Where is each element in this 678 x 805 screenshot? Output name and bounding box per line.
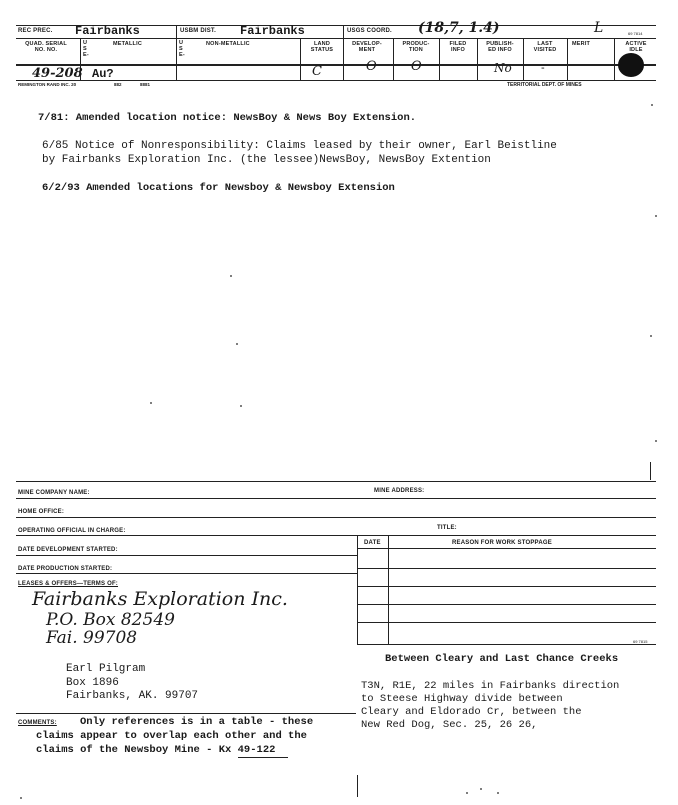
home-office-label: HOME OFFICE:	[18, 509, 65, 515]
col-quad-serial: QUAD. SERIAL NO. NO.	[25, 41, 67, 53]
lessor-city: Fairbanks, AK. 99707	[66, 690, 199, 702]
col-use-nonmetallic: U S E-	[179, 40, 185, 58]
col-active-idle: ACTIVE IDLE	[625, 41, 647, 53]
handwritten-box: P.O. Box 82549	[46, 610, 175, 630]
location-title: Between Cleary and Last Chance Creeks	[385, 653, 619, 665]
lessor-name: Earl Pilgram	[66, 663, 146, 675]
printer-line: REMINGTON RAND INC. 20	[18, 82, 77, 87]
form-number: 69 7814	[628, 31, 643, 36]
comments-label: COMMENTS:	[18, 720, 57, 726]
handwritten-company: Fairbanks Exploration Inc.	[32, 588, 288, 610]
printer-code-2: 8881	[140, 82, 151, 87]
leases-label: LEASES & OFFERS—TERMS OF:	[18, 581, 119, 587]
operating-official-label: OPERATING OFFICIAL IN CHARGE:	[18, 528, 126, 534]
comments-line-2: claims appear to overlap each other and the	[36, 730, 307, 742]
mine-address-label: MINE ADDRESS:	[374, 488, 425, 494]
col-published-info: PUBLISH- ED INFO	[486, 41, 514, 53]
note-4: 6/2/93 Amended locations for Newsboy & Newsboy Extension	[42, 182, 395, 194]
note-1: 7/81: Amended location notice: NewsBoy & News Boy Extension.	[38, 112, 417, 124]
col-nonmetallic: NON-METALLIC	[206, 41, 250, 47]
mine-company-name-label: MINE COMPANY NAME:	[18, 490, 90, 496]
col-land-status: LAND STATUS	[310, 41, 334, 53]
comments-line-3: claims of the Newsboy Mine - Kx 49-122	[36, 744, 276, 756]
land-status-value: C	[312, 64, 322, 79]
published-info-value: No	[494, 61, 512, 75]
date-production-label: DATE PRODUCTION STARTED:	[18, 566, 113, 572]
usgs-coord-label: USGS COORD.	[347, 28, 392, 34]
usgs-coord-value: (18,7, 1.4)	[418, 20, 500, 36]
rec-prec-value: Fairbanks	[75, 24, 140, 38]
location-line-1: T3N, R1E, 22 miles in Fairbanks direction	[361, 680, 620, 692]
col-development: DEVELOP- MENT	[352, 41, 382, 53]
col-production: PRODUC- TION	[402, 41, 430, 53]
production-value: O	[411, 59, 422, 74]
note-3: by Fairbanks Exploration Inc. (the lessee)NewsBoy, NewsBoy Extention	[42, 154, 491, 166]
form-number-2: 69 7815	[633, 639, 648, 644]
note-2: 6/85 Notice of Nonresponsibility: Claims leased by their owner, Earl Beistline	[42, 140, 557, 152]
reason-column: REASON FOR WORK STOPPAGE	[452, 540, 552, 546]
col-merit: MERIT	[572, 41, 591, 47]
dept-line: TERRITORIAL DEPT. OF MINES	[507, 82, 582, 88]
serial-number: 49-208	[32, 66, 83, 81]
last-visited-value: -	[541, 62, 545, 74]
col-metallic: METALLIC	[113, 41, 142, 47]
location-line-2: to Steese Highway divide between	[361, 693, 563, 705]
date-development-label: DATE DEVELOPMENT STARTED:	[18, 547, 118, 553]
top-right-mark: L	[594, 20, 604, 36]
usbm-dist-label: USBM DIST.	[180, 28, 217, 34]
printer-code: 882	[114, 82, 122, 87]
col-use-metallic: U S E-	[83, 40, 89, 58]
handwritten-city: Fai. 99708	[46, 628, 138, 648]
metallic-value: Au?	[92, 67, 114, 81]
development-value: O	[366, 59, 377, 74]
location-line-3: Cleary and Eldorado Cr, between the	[361, 706, 582, 718]
location-line-4: New Red Dog, Sec. 25, 26 26,	[361, 719, 538, 731]
rec-prec-label: REC PREC.	[18, 28, 53, 34]
col-last-visited: LAST VISITED	[533, 41, 557, 53]
usbm-dist-value: Fairbanks	[240, 24, 305, 38]
comments-line-1: Only references is in a table - these	[80, 716, 314, 728]
date-column: DATE	[364, 540, 381, 546]
title-label: TITLE:	[437, 525, 457, 531]
lessor-box: Box 1896	[66, 677, 119, 689]
active-idle-mark	[618, 53, 644, 77]
col-filed-info: FILED INFO	[449, 41, 467, 53]
